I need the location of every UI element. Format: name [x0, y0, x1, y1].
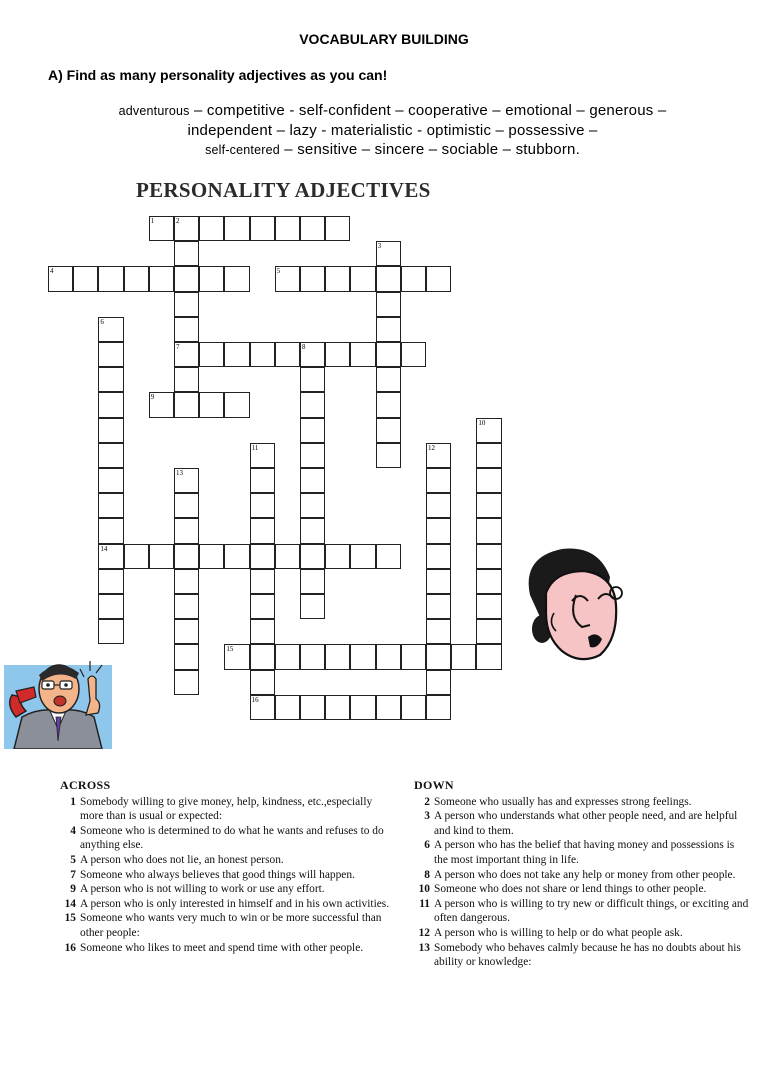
grid-clue-number: 4	[50, 267, 54, 276]
grid-cell	[98, 418, 123, 443]
grid-cell	[224, 392, 249, 417]
grid-cell	[98, 443, 123, 468]
grid-cell	[250, 468, 275, 493]
grid-cell	[224, 544, 249, 569]
grid-cell	[476, 443, 501, 468]
grid-cell	[275, 266, 300, 291]
clue-number: 12	[418, 926, 430, 939]
grid-cell	[476, 418, 501, 443]
clue-number: 15	[64, 912, 76, 925]
across-clues	[60, 778, 394, 955]
grid-cell	[199, 342, 224, 367]
grid-clue-number: 2	[176, 217, 180, 225]
grid-cell	[300, 367, 325, 392]
clue-number: 11	[419, 897, 430, 910]
grid-cell	[426, 266, 451, 291]
grid-clue-number: 15	[226, 645, 234, 654]
grid-clue-number: 3	[377, 242, 382, 251]
grid-cell	[426, 493, 451, 518]
grid-cell	[275, 216, 300, 241]
grid-cell	[199, 392, 224, 417]
grid-clue-number: 12	[428, 443, 435, 452]
grid-cell	[199, 544, 224, 569]
grid-cell	[325, 644, 350, 669]
grid-cell	[275, 644, 300, 669]
grid-cell	[476, 569, 501, 594]
grid-cell	[275, 695, 300, 720]
grid-cell	[426, 619, 451, 644]
clue-number: 5	[70, 853, 76, 866]
grid-cell	[250, 644, 275, 669]
grid-cell	[174, 367, 199, 392]
grid-cell	[174, 241, 199, 266]
grid-cell	[376, 544, 401, 569]
clue-text: A person who is only interested in himself and in his own activities.	[80, 897, 390, 910]
grid-cell	[376, 317, 401, 342]
clue-number: 4	[70, 824, 76, 837]
grid-cell	[174, 317, 199, 342]
grid-cell	[98, 468, 123, 493]
clue-number: 1	[70, 795, 76, 808]
grid-cell	[426, 670, 451, 695]
grid-cell	[124, 266, 149, 291]
clue-text: A person who is willing to try new or difficult things, or exciting and often dangerous.	[434, 897, 749, 925]
grid-cell	[224, 216, 249, 241]
clue-text: A person who does not take any help or money from other people.	[434, 868, 736, 881]
clue-text: Somebody willing to give money, help, kindness, etc.,especially more than is usual or expected:	[80, 795, 373, 823]
grid-cell	[426, 443, 451, 468]
grid-cell	[350, 266, 375, 291]
grid-cell	[325, 695, 350, 720]
down-heading: DOWN	[414, 778, 454, 792]
across-clue	[60, 911, 394, 940]
clue-number: 9	[70, 883, 76, 896]
grid-cell	[426, 468, 451, 493]
word-bank-line: – sensitive – sincere – sociable – stubborn.	[279, 141, 580, 158]
grid-cell	[376, 292, 401, 317]
grid-cell	[250, 342, 275, 367]
grid-clue-number: 6	[100, 317, 104, 326]
word-bank-word: adventurous	[118, 104, 190, 118]
across-clue	[60, 795, 394, 824]
grid-cell	[300, 392, 325, 417]
man-on-phone-illustration	[4, 651, 112, 749]
clue-number: 7	[70, 868, 76, 881]
clue-text: Someone who does not share or lend things to other people.	[434, 883, 707, 896]
grid-cell	[174, 266, 199, 291]
grid-cell	[174, 644, 199, 669]
down-clues	[414, 778, 750, 970]
grid-cell	[174, 544, 199, 569]
grid-cell	[199, 216, 224, 241]
clue-number: 13	[418, 941, 430, 954]
grid-cell	[325, 342, 350, 367]
grid-cell	[199, 266, 224, 291]
grid-cell	[250, 569, 275, 594]
grid-clue-number: 5	[276, 267, 281, 276]
clue-text: Someone who likes to meet and spend time with other people.	[80, 941, 364, 954]
section-a-instruction: A) Find as many personality adjectives as you can!	[48, 67, 388, 83]
grid-cell	[98, 619, 123, 644]
grid-cell	[174, 392, 199, 417]
grid-cell	[401, 342, 426, 367]
grid-cell	[350, 695, 375, 720]
across-clue	[60, 824, 394, 853]
clue-number: 10	[418, 883, 430, 896]
grid-cell	[98, 266, 123, 291]
clue-text: A person who has the belief that having money and possessions is the most important thing in life.	[434, 839, 735, 866]
grid-cell	[98, 493, 123, 518]
grid-clue-number: 10	[478, 418, 486, 427]
grid-cell	[149, 216, 174, 241]
grid-cell	[476, 544, 501, 569]
grid-cell	[250, 544, 275, 569]
grid-cell	[376, 392, 401, 417]
clue-text: A person who is willing to help or do what people ask.	[434, 926, 683, 939]
grid-cell	[250, 518, 275, 543]
clue-number: 6	[424, 839, 430, 852]
grid-cell	[476, 518, 501, 543]
grid-clue-number: 11	[251, 443, 259, 452]
grid-cell	[376, 367, 401, 392]
grid-cell	[174, 493, 199, 518]
grid-cell	[224, 644, 249, 669]
word-bank-line: independent – lazy - materialistic - optimistic – possessive –	[187, 122, 598, 139]
grid-cell	[376, 644, 401, 669]
grid-cell	[250, 493, 275, 518]
grid-cell	[275, 342, 300, 367]
grid-clue-number: 16	[251, 695, 259, 704]
grid-cell	[325, 216, 350, 241]
clue-text: Someone who wants very much to win or be more successful than other people:	[80, 912, 382, 939]
grid-cell	[426, 569, 451, 594]
grid-clue-number: 14	[100, 544, 108, 553]
grid-cell	[149, 544, 174, 569]
grid-cell	[98, 317, 123, 342]
grid-cell	[300, 342, 325, 367]
grid-cell	[250, 619, 275, 644]
grid-cell	[174, 594, 199, 619]
clue-number: 14	[64, 897, 76, 910]
grid-cell	[149, 392, 174, 417]
grid-cell	[174, 569, 199, 594]
clue-number: 2	[424, 795, 430, 808]
grid-cell	[174, 468, 199, 493]
grid-cell	[275, 544, 300, 569]
grid-cell	[174, 619, 199, 644]
grid-cell	[300, 695, 325, 720]
grid-cell	[48, 266, 73, 291]
grid-cell	[174, 216, 199, 241]
grid-cell	[350, 544, 375, 569]
woman-with-glasses-illustration	[518, 543, 630, 665]
grid-cell	[376, 695, 401, 720]
grid-cell	[124, 544, 149, 569]
grid-cell	[250, 594, 275, 619]
grid-cell	[250, 216, 275, 241]
across-clue	[60, 853, 394, 868]
grid-cell	[350, 342, 375, 367]
grid-cell	[300, 418, 325, 443]
grid-cell	[476, 493, 501, 518]
down-clue	[414, 941, 750, 970]
grid-cell	[426, 594, 451, 619]
grid-cell	[98, 518, 123, 543]
grid-cell	[376, 418, 401, 443]
page-heading: VOCABULARY BUILDING	[299, 31, 469, 47]
grid-clue-number: 13	[176, 469, 183, 477]
across-clue	[60, 882, 394, 897]
grid-cell	[350, 644, 375, 669]
clue-text: Someone who is determined to do what he wants and refuses to do anything else.	[80, 824, 384, 852]
grid-cell	[401, 644, 426, 669]
grid-cell	[149, 266, 174, 291]
grid-clue-number: 8	[302, 343, 306, 351]
grid-cell	[476, 594, 501, 619]
grid-cell	[250, 695, 275, 720]
grid-cell	[73, 266, 98, 291]
clue-text: A person who does not lie, an honest person.	[80, 853, 284, 866]
word-bank-line: – competitive - self-confident – cooperative – emotional – generous –	[189, 102, 667, 119]
grid-cell	[376, 241, 401, 266]
word-bank-word: self-centered	[205, 143, 280, 157]
grid-cell	[325, 544, 350, 569]
clue-text: Someone who always believes that good things will happen.	[80, 868, 355, 881]
down-clue	[414, 809, 750, 838]
grid-cell	[376, 266, 401, 291]
grid-clue-number: 1	[150, 217, 155, 225]
grid-cell	[376, 342, 401, 367]
down-clue	[414, 795, 750, 810]
grid-cell	[98, 367, 123, 392]
grid-cell	[98, 569, 123, 594]
down-clue	[414, 882, 750, 897]
grid-cell	[300, 266, 325, 291]
grid-clue-number: 9	[150, 393, 155, 402]
grid-cell	[250, 443, 275, 468]
grid-cell	[300, 644, 325, 669]
down-clue	[414, 868, 750, 883]
grid-cell	[224, 266, 249, 291]
grid-cell	[300, 544, 325, 569]
across-clue	[60, 897, 394, 912]
grid-clue-number: 7	[176, 343, 180, 351]
grid-cell	[250, 670, 275, 695]
down-clue	[414, 926, 750, 941]
clue-number: 16	[64, 941, 76, 954]
grid-cell	[476, 619, 501, 644]
grid-cell	[98, 594, 123, 619]
puzzle-title: PERSONALITY ADJECTIVES	[136, 178, 431, 202]
grid-cell	[300, 468, 325, 493]
clue-text: A person who understands what other people need, and are helpful and kind to them.	[434, 810, 738, 837]
grid-cell	[426, 518, 451, 543]
grid-cell	[426, 644, 451, 669]
clue-text: A person who is not willing to work or use any effort.	[80, 883, 325, 896]
grid-cell	[300, 569, 325, 594]
grid-cell	[376, 443, 401, 468]
grid-cell	[98, 544, 123, 569]
grid-cell	[98, 392, 123, 417]
grid-cell	[476, 468, 501, 493]
grid-cell	[174, 342, 199, 367]
grid-cell	[300, 493, 325, 518]
grid-cell	[426, 544, 451, 569]
down-clue	[414, 838, 750, 867]
grid-cell	[401, 266, 426, 291]
grid-cell	[174, 292, 199, 317]
down-clue	[414, 897, 750, 926]
grid-cell	[300, 216, 325, 241]
across-clue	[60, 868, 394, 883]
grid-cell	[401, 695, 426, 720]
grid-cell	[174, 670, 199, 695]
clue-number: 8	[424, 868, 430, 881]
grid-cell	[300, 443, 325, 468]
grid-cell	[426, 695, 451, 720]
grid-cell	[224, 342, 249, 367]
across-clue	[60, 941, 394, 956]
clue-text: Somebody who behaves calmly because he has no doubts about his ability or knowledge:	[434, 941, 741, 969]
clue-number: 3	[424, 810, 430, 823]
grid-cell	[98, 342, 123, 367]
grid-cell	[325, 266, 350, 291]
across-heading: ACROSS	[60, 778, 111, 792]
grid-cell	[451, 644, 476, 669]
grid-cell	[174, 518, 199, 543]
grid-cell	[300, 594, 325, 619]
clue-text: Someone who usually has and expresses strong feelings.	[434, 795, 692, 808]
grid-cell	[476, 644, 501, 669]
grid-cell	[300, 518, 325, 543]
